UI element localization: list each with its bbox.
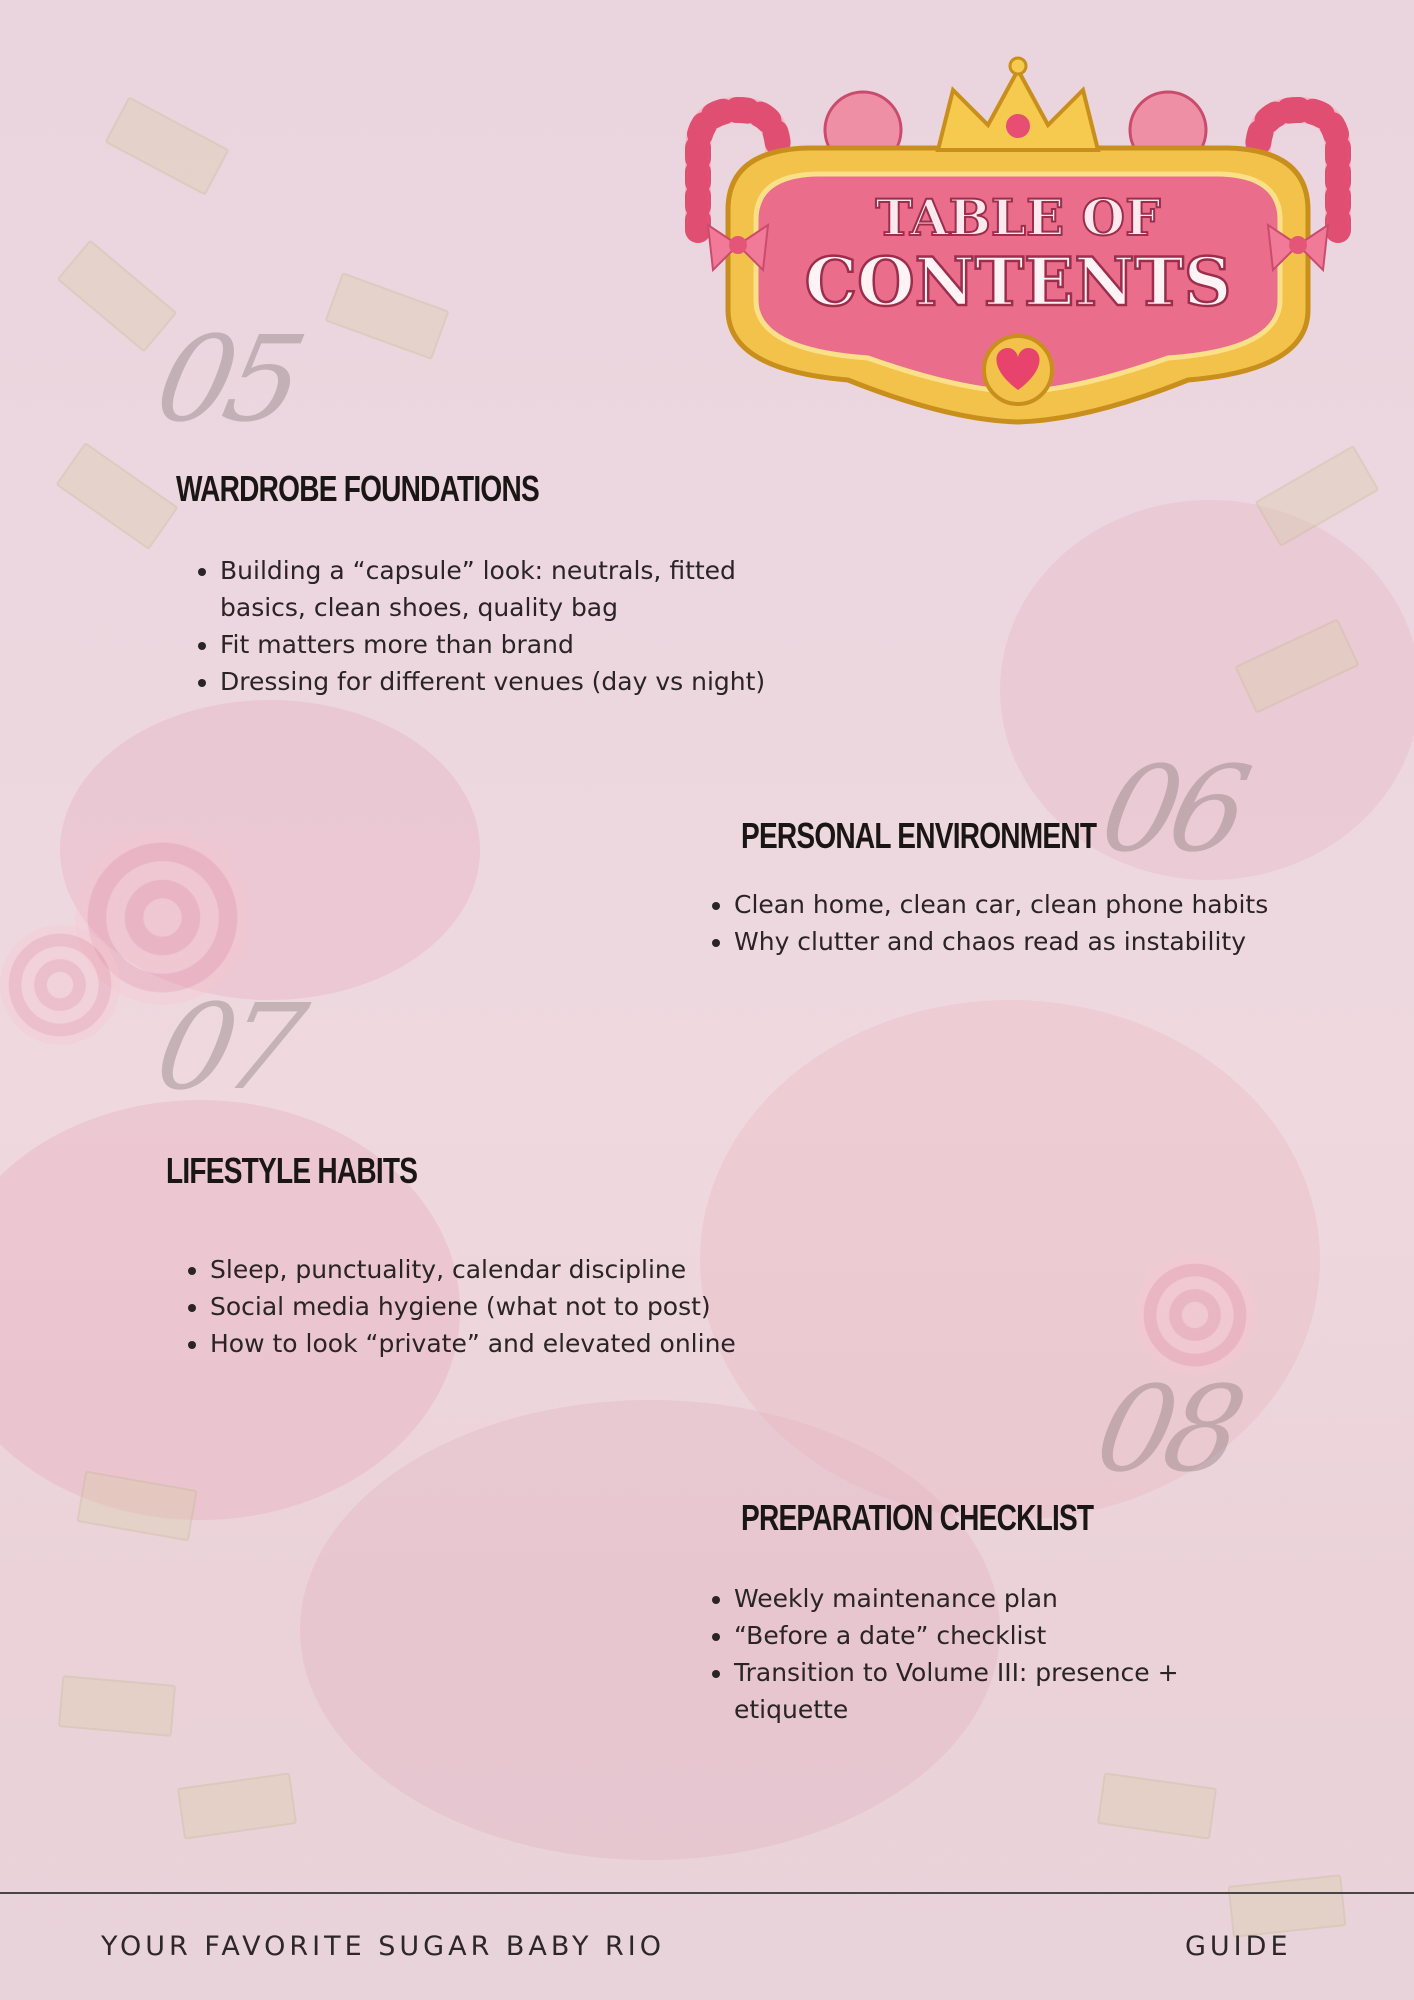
table-of-contents-badge: [668, 30, 1368, 450]
heart-icon: [984, 336, 1052, 404]
section-number-06: 06: [1090, 740, 1254, 878]
section-title-wardrobe-foundations: WARDROBE FOUNDATIONS: [176, 468, 539, 509]
section-number-08: 08: [1085, 1360, 1249, 1498]
list-item: • Weekly maintenance plan: [734, 1580, 1234, 1617]
section-06-bullets: [702, 886, 1294, 960]
list-item: • Transition to Volume III: presence + etiquette: [734, 1654, 1234, 1728]
list-item: • Why clutter and chaos read as instability: [734, 923, 1294, 960]
list-item: • Sleep, punctuality, calendar discipline: [210, 1251, 750, 1288]
section-title-preparation-checklist: PREPARATION CHECKLIST: [741, 1497, 1094, 1538]
list-item: • Social media hygiene (what not to post): [210, 1288, 750, 1325]
section-title-personal-environment: PERSONAL ENVIRONMENT: [741, 815, 1097, 856]
section-number-07: 07: [145, 978, 309, 1116]
section-08-bullets: [702, 1580, 1234, 1728]
footer-guide-label: GUIDE: [1185, 1931, 1292, 1962]
footer-divider: [0, 1892, 1414, 1894]
footer-author: YOUR FAVORITE SUGAR BABY RIO: [101, 1931, 665, 1962]
list-item: • Fit matters more than brand: [220, 626, 780, 663]
list-item: • Dressing for different venues (day vs night): [220, 663, 780, 700]
list-item: • “Before a date” checklist: [734, 1617, 1234, 1654]
section-title-lifestyle-habits: LIFESTYLE HABITS: [166, 1150, 418, 1191]
list-item: • How to look “private” and elevated online: [210, 1325, 750, 1362]
section-05-bullets: [188, 552, 780, 700]
section-07-bullets: [178, 1251, 750, 1362]
badge-line2: CONTENTS: [804, 243, 1232, 321]
list-item: • Building a “capsule” look: neutrals, fitted basics, clean shoes, quality bag: [220, 552, 780, 626]
crown-icon: [938, 58, 1098, 150]
section-number-05: 05: [145, 310, 309, 448]
badge-line1: TABLE OF: [875, 188, 1161, 247]
list-item: • Clean home, clean car, clean phone habits: [734, 886, 1294, 923]
